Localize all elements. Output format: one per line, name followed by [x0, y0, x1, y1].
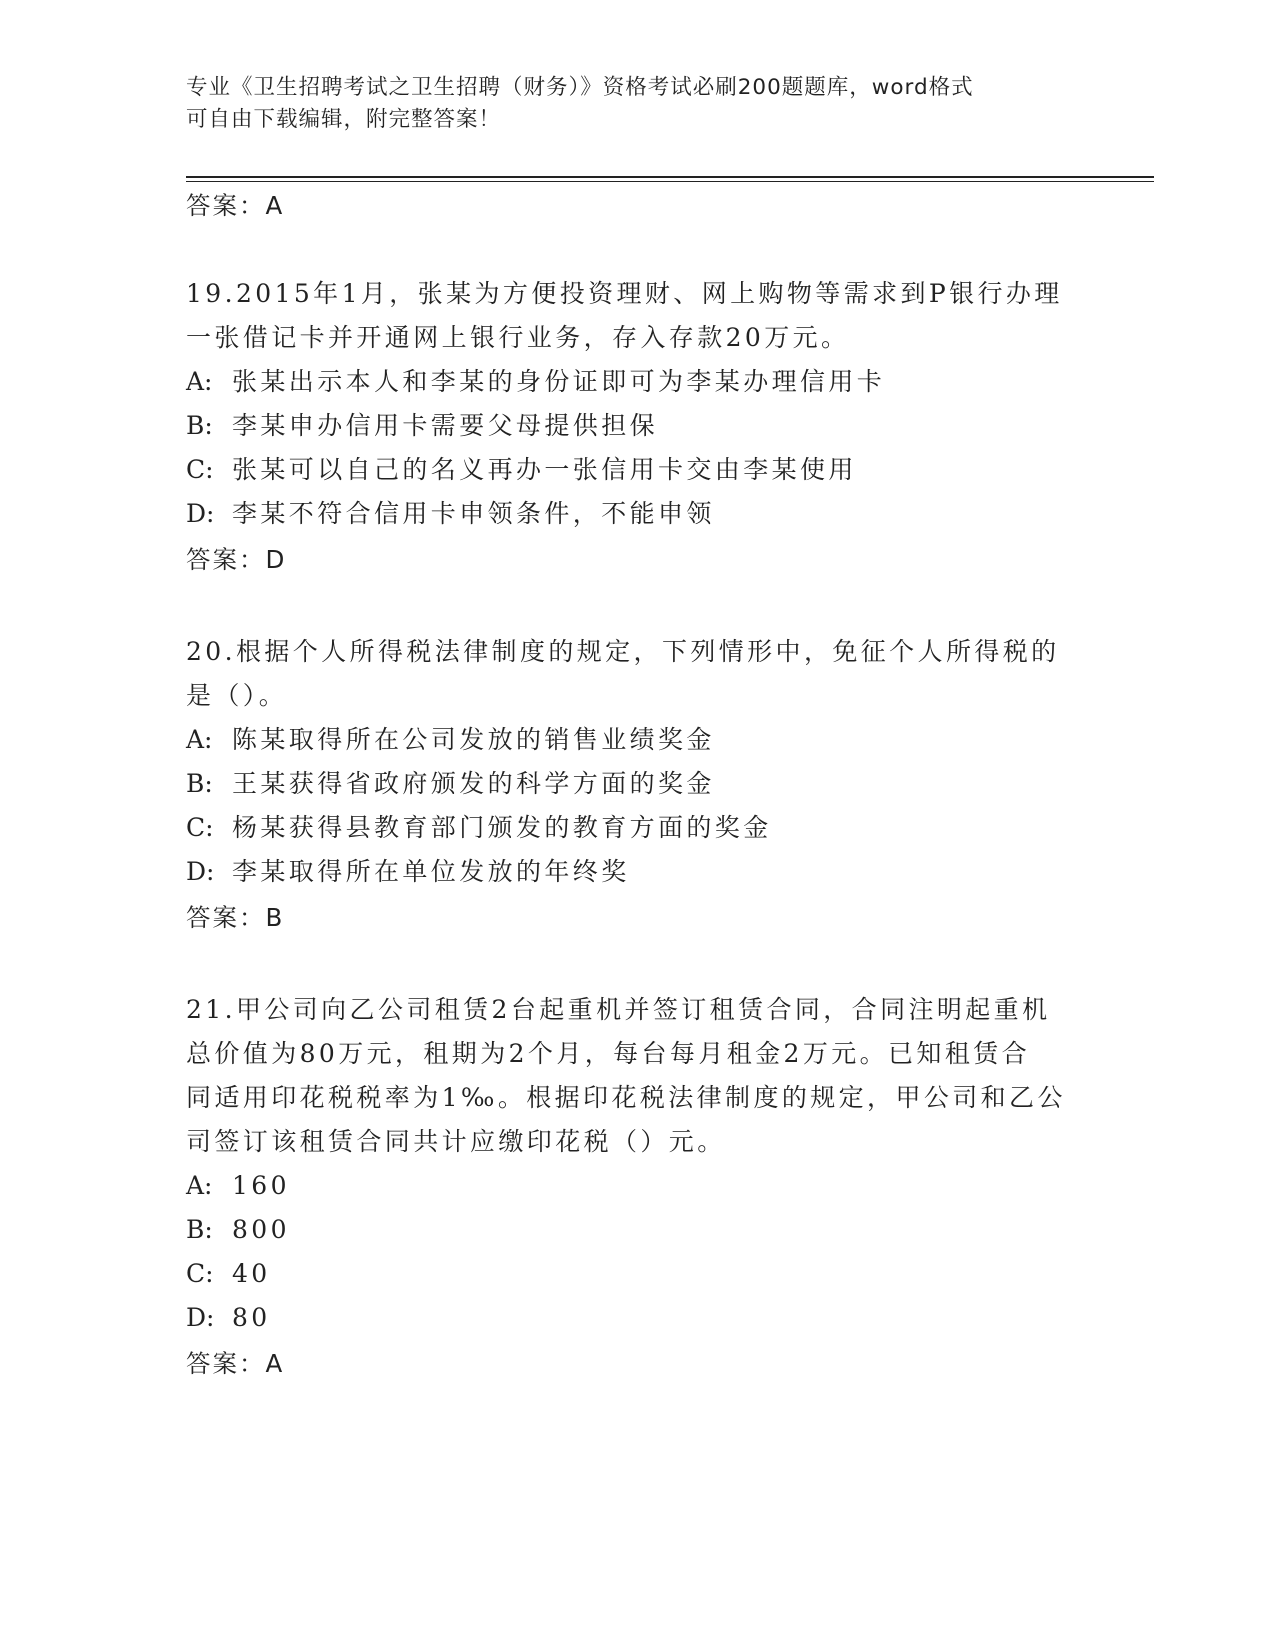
header-divider — [186, 181, 1154, 182]
option-text: 李某申办信用卡需要父母提供担保 — [232, 411, 659, 440]
question-stem-line: 19.2015年1月，张某为方便投资理财、网上购物等需求到P银行办理 — [186, 279, 1063, 308]
option-label: A: — [186, 725, 213, 754]
question-stem-line: 司签订该租赁合同共计应缴印花税（）元。 — [186, 1127, 726, 1156]
header-line: 专业《卫生招聘考试之卫生招聘（财务）》资格考试必刷200题题库，word格式 — [186, 75, 974, 100]
header-divider — [186, 176, 1154, 178]
option-b — [186, 1215, 290, 1245]
option-text: 80 — [232, 1303, 271, 1332]
option-label: B: — [186, 1215, 213, 1244]
option-text: 160 — [232, 1171, 290, 1200]
option-c — [186, 813, 772, 843]
option-text: 杨某获得县教育部门颁发的教育方面的奖金 — [232, 813, 772, 842]
option-b — [186, 769, 715, 799]
answer-line: 答案：D — [186, 545, 287, 574]
option-c — [186, 1259, 271, 1289]
answer-line: 答案：A — [186, 1349, 285, 1378]
page-header — [186, 72, 1066, 136]
answer-line: 答案：A — [186, 191, 285, 220]
option-label: D: — [186, 857, 215, 886]
option-a — [186, 1171, 290, 1201]
option-a — [186, 725, 715, 755]
option-text: 张某出示本人和李某的身份证即可为李某办理信用卡 — [232, 367, 886, 396]
question-stem-line: 同适用印花税税率为1‰。根据印花税法律制度的规定，甲公司和乙公 — [186, 1083, 1066, 1112]
question-stem-line: 一张借记卡并开通网上银行业务，存入存款20万元。 — [186, 323, 850, 352]
option-a — [186, 367, 885, 397]
option-text: 40 — [232, 1259, 271, 1288]
option-label: D: — [186, 1303, 215, 1332]
answer-line: 答案：B — [186, 903, 285, 932]
option-d — [186, 857, 630, 887]
option-text: 800 — [232, 1215, 290, 1244]
question-stem-line: 是（）。 — [186, 681, 288, 710]
option-d — [186, 499, 715, 529]
option-label: B: — [186, 411, 213, 440]
header-line: 可自由下载编辑，附完整答案！ — [186, 107, 502, 132]
option-label: B: — [186, 769, 213, 798]
option-d — [186, 1303, 271, 1333]
option-label: C: — [186, 455, 214, 484]
option-label: C: — [186, 813, 214, 842]
option-b — [186, 411, 658, 441]
option-text: 王某获得省政府颁发的科学方面的奖金 — [232, 769, 715, 798]
option-label: C: — [186, 1259, 214, 1288]
question-stem-line: 20.根据个人所得税法律制度的规定，下列情形中，免征个人所得税的 — [186, 637, 1060, 666]
question-stem-line: 21.甲公司向乙公司租赁2台起重机并签订租赁合同，合同注明起重机 — [186, 995, 1051, 1024]
option-label: A: — [186, 367, 213, 396]
option-text: 李某不符合信用卡申领条件，不能申领 — [232, 499, 715, 528]
question-stem-line: 总价值为80万元，租期为2个月，每台每月租金2万元。已知租赁合 — [186, 1039, 1031, 1068]
option-text: 张某可以自己的名义再办一张信用卡交由李某使用 — [232, 455, 857, 484]
option-label: A: — [186, 1171, 213, 1200]
option-text: 陈某取得所在公司发放的销售业绩奖金 — [232, 725, 715, 754]
option-text: 李某取得所在单位发放的年终奖 — [232, 857, 630, 886]
option-c — [186, 455, 857, 485]
option-label: D: — [186, 499, 215, 528]
